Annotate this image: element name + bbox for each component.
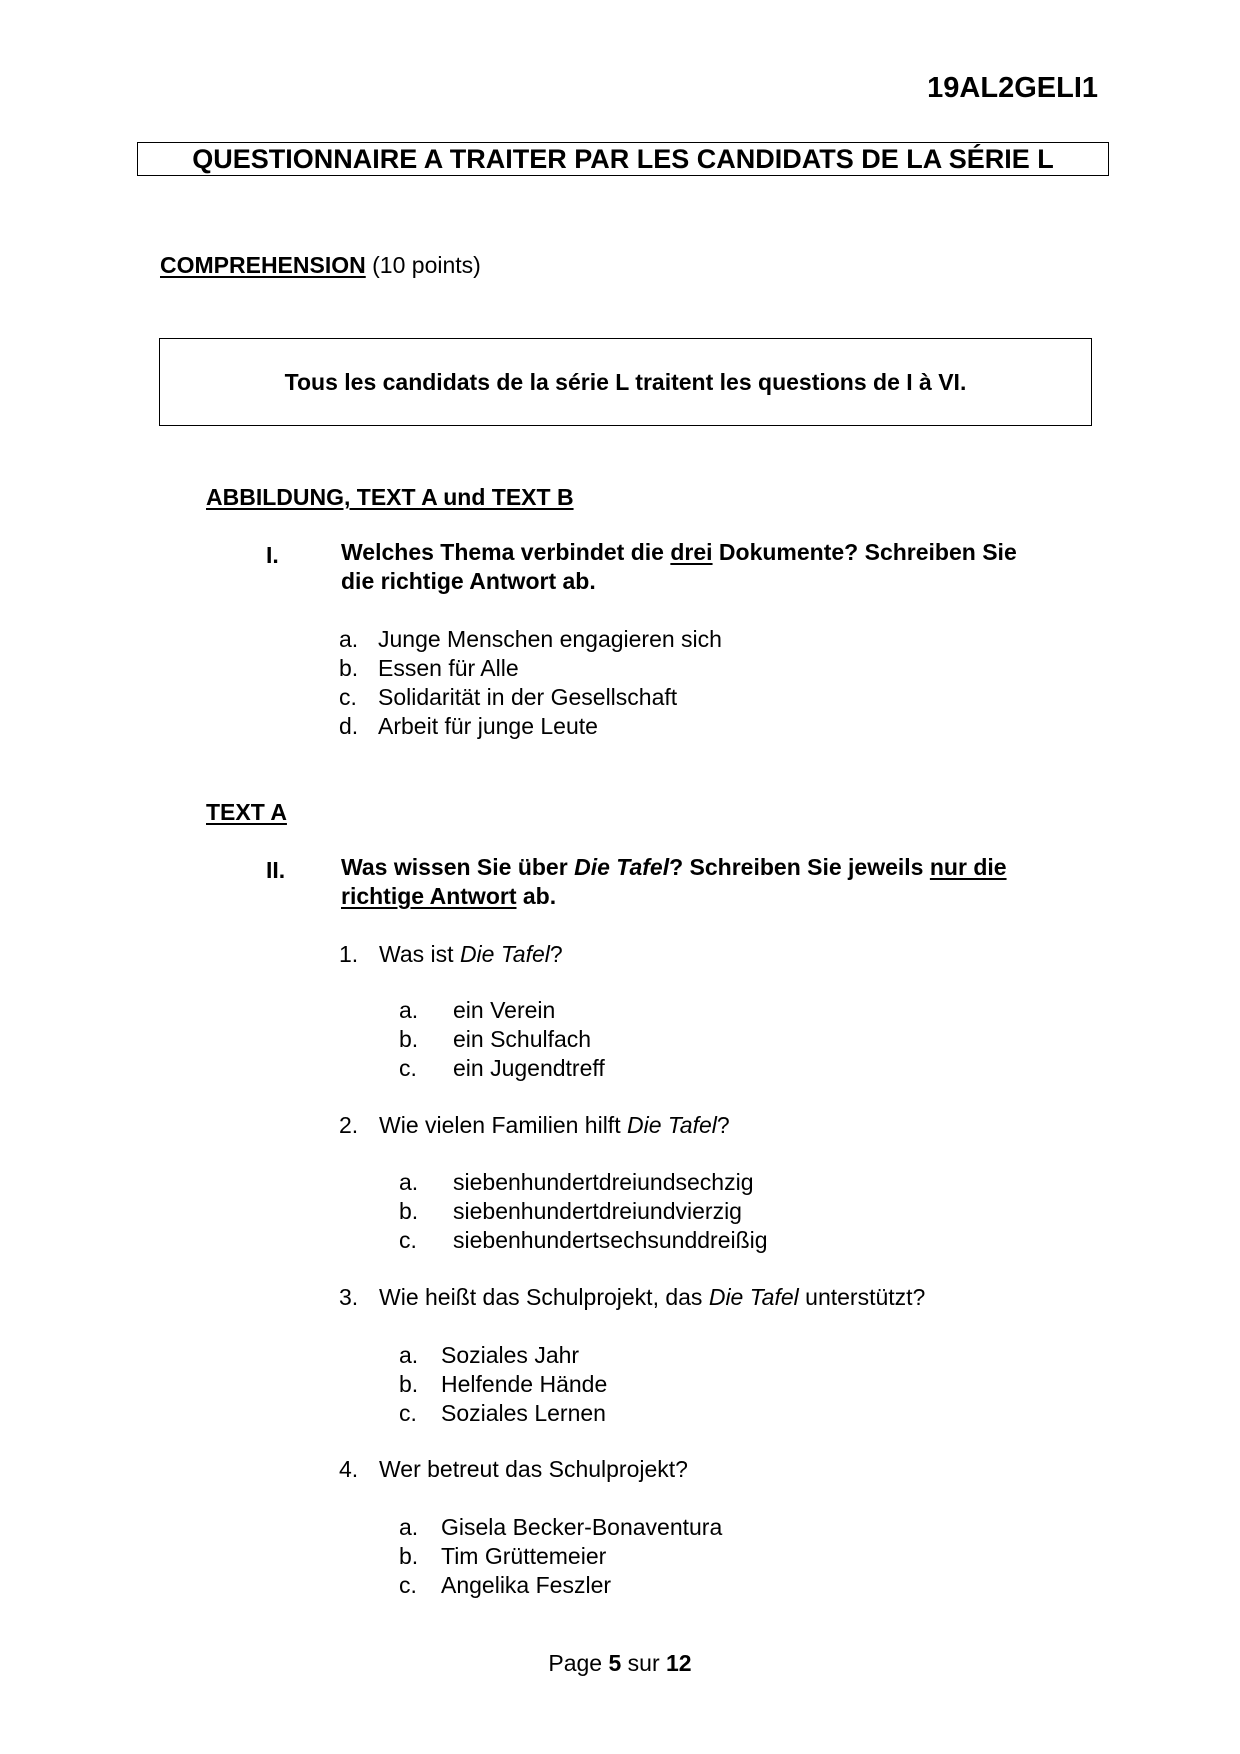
option-item — [399, 1054, 605, 1083]
option-letter: c. — [399, 1572, 417, 1598]
option-item — [399, 996, 605, 1025]
option-text: Helfende Hände — [441, 1371, 608, 1397]
option-letter: a. — [399, 1514, 419, 1540]
option-text: siebenhundertdreiundvierzig — [453, 1198, 742, 1224]
option-text: Junge Menschen engagieren sich — [378, 626, 722, 652]
option-text: ein Verein — [453, 997, 556, 1023]
option-letter: b. — [399, 1543, 419, 1569]
question-i-part: Welches Thema verbindet die — [341, 539, 671, 565]
option-text: Solidarität in der Gesellschaft — [378, 684, 678, 710]
option-text: ein Schulfach — [453, 1026, 592, 1052]
option-item — [339, 654, 722, 683]
option-item — [399, 1168, 768, 1197]
option-text: siebenhundertdreiundsechzig — [453, 1169, 754, 1195]
question-i-text — [341, 538, 1081, 596]
option-letter: b. — [339, 655, 359, 681]
page-label: Page — [548, 1650, 609, 1676]
subquestion-text: Wie vielen Familien hilft — [379, 1112, 627, 1138]
comprehension-title: COMPREHENSION — [160, 252, 366, 278]
option-text: Gisela Becker-Bonaventura — [441, 1514, 723, 1540]
question-ii-part: Was wissen Sie über — [341, 854, 575, 880]
subquestion-italic: Die Tafel — [626, 1112, 717, 1138]
subquestion-text: Wie heißt das Schulprojekt, das — [379, 1284, 709, 1310]
questionnaire-banner: QUESTIONNAIRE A TRAITER PAR LES CANDIDATS DE LA SÉRIE L — [137, 142, 1109, 176]
option-letter: a. — [399, 1342, 419, 1368]
question-ii-underline: richtige Antwort — [341, 883, 517, 909]
option-letter: c. — [399, 1227, 417, 1253]
subquestion-1-options — [399, 996, 605, 1083]
subquestion-2-options — [399, 1168, 768, 1255]
option-letter: c. — [339, 684, 357, 710]
subquestion-4 — [339, 1456, 688, 1483]
section-title-abbildung: ABBILDUNG, TEXT A und TEXT B — [206, 484, 574, 510]
page-total: 12 — [666, 1650, 692, 1676]
subquestion-text: ? — [549, 941, 563, 967]
page-current: 5 — [608, 1650, 622, 1676]
subquestion-number: 1. — [339, 941, 359, 967]
subquestion-3 — [339, 1284, 925, 1311]
subquestion-number: 4. — [339, 1456, 359, 1482]
option-text: Arbeit für junge Leute — [378, 713, 598, 739]
option-letter: a. — [399, 1169, 419, 1195]
option-letter: b. — [399, 1371, 419, 1397]
subquestion-4-options — [399, 1513, 722, 1600]
document-code: 19AL2GELI1 — [927, 72, 1098, 104]
question-i-emphasis: drei — [670, 539, 713, 565]
subquestion-text: Was ist — [379, 941, 460, 967]
option-letter: c. — [399, 1400, 417, 1426]
instruction-box: Tous les candidats de la série L traitent les questions de I à VI. — [159, 338, 1092, 426]
option-item — [399, 1197, 768, 1226]
page-footer — [0, 1650, 1240, 1677]
option-item — [339, 683, 722, 712]
option-item — [399, 1399, 607, 1428]
option-item — [339, 625, 722, 654]
question-i-part: die richtige Antwort ab. — [341, 568, 596, 594]
option-item — [399, 1542, 722, 1571]
option-letter: a. — [339, 626, 359, 652]
option-item — [399, 1571, 722, 1600]
option-letter: d. — [339, 713, 359, 739]
subquestion-number: 2. — [339, 1112, 359, 1138]
question-ii-underline: nur die — [929, 854, 1007, 880]
subquestion-3-options — [399, 1341, 607, 1428]
option-text: Essen für Alle — [378, 655, 519, 681]
comprehension-heading — [160, 252, 481, 279]
question-number-ii: II. — [266, 857, 286, 883]
question-i-options — [339, 625, 722, 741]
subquestion-1 — [339, 941, 563, 968]
question-ii-italic: Die Tafel — [574, 854, 670, 880]
option-item — [339, 712, 722, 741]
option-text: Soziales Jahr — [441, 1342, 580, 1368]
option-item — [399, 1370, 607, 1399]
subquestion-italic: Die Tafel — [708, 1284, 799, 1310]
option-item — [399, 1025, 605, 1054]
comprehension-points: (10 points) — [372, 252, 481, 278]
question-ii-part: ab. — [516, 883, 557, 909]
option-letter: b. — [399, 1026, 419, 1052]
option-item — [399, 1513, 722, 1542]
question-i-part: Dokumente? Schreiben Sie — [712, 539, 1017, 565]
question-ii-part: ? Schreiben Sie jeweils — [669, 854, 930, 880]
option-item — [399, 1341, 607, 1370]
subquestion-text: unterstützt? — [798, 1284, 926, 1310]
option-letter: b. — [399, 1198, 419, 1224]
option-text: Tim Grüttemeier — [441, 1543, 607, 1569]
section-title-text-a: TEXT A — [206, 799, 287, 825]
option-item — [399, 1226, 768, 1255]
option-text: Angelika Feszler — [441, 1572, 612, 1598]
subquestion-number: 3. — [339, 1284, 359, 1310]
subquestion-text: ? — [716, 1112, 730, 1138]
question-number-i: I. — [266, 542, 279, 568]
page-separator: sur — [621, 1650, 667, 1676]
subquestion-italic: Die Tafel — [459, 941, 550, 967]
subquestion-2 — [339, 1112, 730, 1139]
option-letter: a. — [399, 997, 419, 1023]
option-text: Soziales Lernen — [441, 1400, 606, 1426]
subquestion-text: Wer betreut das Schulprojekt? — [379, 1456, 688, 1482]
option-text: siebenhundertsechsunddreißig — [453, 1227, 768, 1253]
option-text: ein Jugendtreff — [453, 1055, 605, 1081]
question-ii-text — [341, 853, 1081, 911]
option-letter: c. — [399, 1055, 417, 1081]
